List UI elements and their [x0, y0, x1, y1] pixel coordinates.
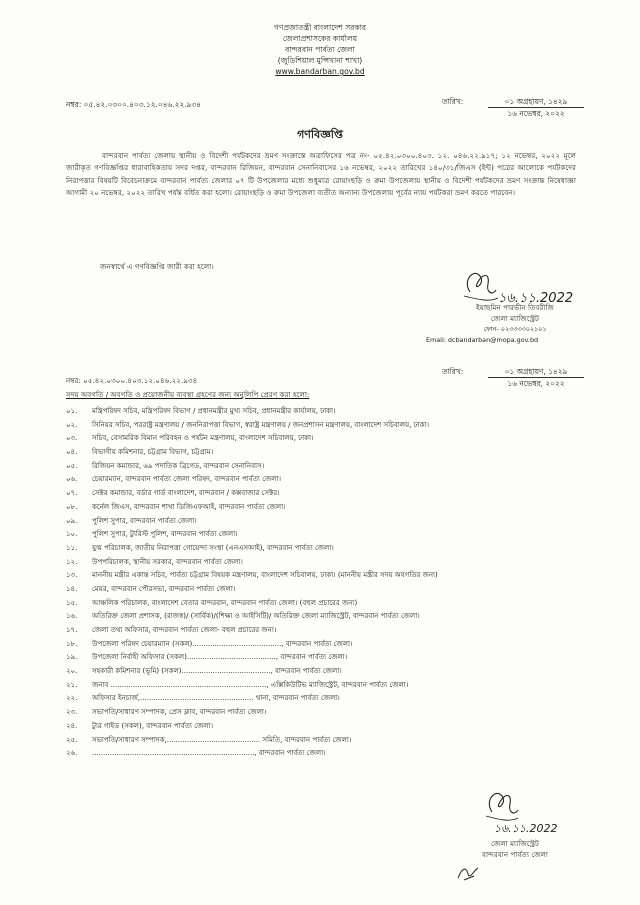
recipient-text: মেয়র, বান্দরবান পৌরসভা, বান্দরবান পার্বত্য জেলা। [92, 584, 236, 593]
recipient-number: ২৫. [66, 735, 78, 744]
memo-date [442, 96, 584, 119]
date-english: ১৬ নভেম্বর, ২০২২ [507, 109, 565, 118]
signature-date-2: ১৬.১১.2022 [494, 822, 558, 835]
recipient-number: ০৯. [66, 516, 78, 525]
recipient-text: জেলা তথ্য অফিসার, বান্দরবান পার্বত্য জেলা- বহুল প্রচারের জন্য। [92, 626, 277, 634]
recipient-number: ০২. [66, 420, 78, 429]
recipient-item [66, 473, 606, 487]
recipient-item [66, 556, 606, 570]
notice-paragraph: বান্দরবান পার্বত্য জেলায় স্থানীয় ও বিদেশী পর্যটকদের ভ্রমণ সংক্রান্তে অত্রাফিসের পত্র নং- ০৫.৪২.০৩০০.৪০৩. ১২. ০৪৬.২২.৯১৭; ১২ নভেম্বর, ২০২২ মূলে জারীকৃত গণবিজ্ঞপ্তির ধারাবাহিকতায় সদর দপ্তর, বান্দরবান রিজিয়ন, বান্দরবান সেনানিবাসের ১৬ নভেম্বর, ২০২২ তারিখের ১৪০/৩১/জিএস (ইন্ট) পত্রের আলোকে পর্যটকদের নিরাপত্তার বিষয়টি বিবেচনাক্রমে বান্দরবান পার্বত্য জেলার ০৭ টি উপজেলার মধ্যে শুধুমাত্র রোয়াংছড়ি ও রুমা উপজেলায় স্থানীয় ও বিদেশী পর্যটকদের ভ্রমণ সংক্রান্ত নিষেধাজ্ঞা আগামী ২০ নভেম্বর, ২০২২ তারিখ পর্যন্ত বর্ধিত করা হলো। রোয়াংছড়ি ও রুমা উপজেলা ব্যতীত অন্যান্য উপজেলায় পূর্বের ন্যায় পর্যটকরা ভ্রমণ করতে পারবেন। [66, 151, 576, 198]
copy-intro-text: সদয় অবগতি / অবগতি ও প্রয়োজনীয় ব্যবস্থা গ্রহণের জন্য অনুলিপি প্রেরণ করা হলো: [66, 390, 310, 399]
recipient-item [66, 610, 606, 624]
recipient-item [66, 597, 606, 611]
recipient-item [66, 706, 606, 720]
recipient-text: সিনিয়র সচিব, পররাষ্ট্র মন্ত্রণালয় / জননিরাপত্তা বিভাগ, স্বরাষ্ট্র মন্ত্রণালয় / জনপ্রশাসন মন্ত্রণালয়, বাংলাদেশ সচিবালয়, ঢাকা। [92, 420, 430, 429]
recipient-text: মন্ত্রিপরিষদ সচিব, মন্ত্রিপরিষদ বিভাগ / প্রধানমন্ত্রীর মুখ্য সচিব, প্রধানমন্ত্রীর কার্যালয়, ঢাকা। [92, 407, 336, 415]
recipient-text: সেক্টর কমান্ডার, বর্ডার গার্ড বাংলাদেশ, বান্দরবান / কক্সবাজার সেক্টর। [92, 489, 280, 498]
recipient-item [66, 515, 606, 529]
recipient-item [66, 638, 606, 652]
recipient-number: ১৩. [66, 571, 78, 580]
recipient-list [66, 405, 606, 761]
recipient-number: ০৪. [66, 448, 78, 457]
letterhead [0, 22, 640, 77]
recipient-text: সভাপতি/সাধারণ সম্পাদক,.......................................... সমিতি, বান্দরবান পার্বত্য জেলা। [92, 735, 352, 744]
recipient-item [66, 501, 606, 515]
notice-body [66, 150, 576, 200]
signatory-block-2 [440, 838, 590, 860]
recipient-number: ২৩. [66, 708, 78, 717]
handwritten-signature-2 [470, 780, 610, 836]
recipient-number: ২০. [66, 667, 78, 676]
recipient-text: আঞ্চলিক পরিচালক, বাংলাদেশ বেতার বান্দরবান, বান্দরবান পার্বত্য জেলা। (বহুল প্রচারের জন্য) [92, 598, 358, 607]
signatory-phone: ফোন- ০২৩৩৩৩০২১০১ [483, 325, 547, 333]
copy-date-label: তারিখ: [442, 367, 464, 376]
recipient-text: রিজিয়ন কমান্ডার, ৬৯ পদাতিক ব্রিগেড, বান্দরবান সেনানিবাস। [92, 461, 265, 470]
copy-memo-date [442, 366, 584, 389]
recipient-item [66, 542, 606, 556]
recipient-number: ১৪. [66, 584, 78, 593]
recipient-text: পুলিশ সুপার, ট্যুরিস্ট পুলিশ, বান্দরবান পার্বত্য জেলা। [92, 530, 238, 539]
recipient-text: উপজেলা পরিষদ চেয়ারম্যান (সকল)........................................, বান্দরবান পার্বত্য জেলা। [92, 639, 353, 648]
notice-title: গণবিজ্ঞপ্তি [297, 128, 343, 141]
recipient-item [66, 651, 606, 665]
recipient-number: ১১. [66, 543, 78, 552]
recipient-number: ২৬. [66, 749, 78, 758]
recipient-item [66, 569, 606, 583]
website-link[interactable]: www.bandarban.gov.bd [275, 67, 365, 76]
date-bangla: ০১ অগ্রহায়ণ, ১৪২৯ [488, 96, 584, 108]
recipient-item [66, 720, 606, 734]
recipient-number: ০১. [66, 407, 78, 415]
office-name: জেলাপ্রশাসকের কার্যালয় [282, 34, 358, 43]
signatory-place-2: বান্দরবান পার্বত্য জেলা [482, 850, 548, 859]
copy-date-bangla: ০১ অগ্রহায়ণ, ১৪২৯ [488, 366, 584, 378]
copy-memo-number: নম্বর: ০৫.৪২.০৩০০.৪০৩.১২.০৪৬.২২.৯৩৪ [66, 376, 198, 385]
initial-mark [454, 862, 482, 884]
recipient-item [66, 734, 606, 748]
recipient-number: ০৩. [66, 434, 78, 443]
memo-number: নম্বর: ০৫.৪২.০৩০০.৪০৩.১২.০৪৬.২২.৯৩৪ [66, 100, 201, 109]
date-label: তারিখ: [442, 97, 464, 106]
recipient-number: ১৮. [66, 639, 78, 648]
recipient-number: ১৫. [66, 598, 78, 607]
government-name: গণপ্রজাতন্ত্রী বাংলাদেশ সরকার [273, 23, 367, 32]
recipient-item [66, 528, 606, 542]
recipient-item [66, 624, 606, 638]
recipient-item [66, 405, 606, 419]
recipient-number: ১৭. [66, 626, 78, 634]
recipient-text: সভাপতি/সাধারণ সম্পাদক, প্রেস ক্লাব, বান্দরবান পার্বত্য জেলা। [92, 708, 267, 717]
recipient-number: ১৯. [66, 653, 78, 662]
recipient-text: অফিসার ইনচার্জ,................................................... থানা, বান্দরবান পার্বত্য জেলা। [92, 694, 340, 703]
recipient-number: ১০. [66, 530, 78, 539]
recipient-text: মাননীয় মন্ত্রীর একান্ত সচিব, পার্বত্য চট্টগ্রাম বিষয়ক মন্ত্রণালয়, বাংলাদেশ সচিবালয়, ঢাকা। (মাননীয় মন্ত্রীর সদয় অবগতির জন্য) [92, 571, 438, 580]
recipient-text: ট্যুর গাইড (সকল), বান্দরবান পার্বত্য জেলা। [92, 721, 213, 730]
recipient-item [66, 460, 606, 474]
recipient-number: ০৬. [66, 475, 78, 484]
recipient-number: ১২. [66, 557, 78, 566]
copy-date-english: ১৬ নভেম্বর, ২০২২ [507, 379, 565, 388]
recipient-number: ০৫. [66, 461, 78, 470]
recipient-text: চেয়ারম্যান, বান্দরবান পার্বত্য জেলা পরিষদ, বান্দরবান পার্বত্য জেলা। [92, 475, 282, 484]
recipient-number: ২২. [66, 694, 78, 703]
recipient-text: সহকারী কমিশনার (ভূমি) (সকল)........................................, বান্দরবান পার্বত্য জেলা। [92, 667, 342, 676]
signatory-email: Email: dcbandarban@mopa.gov.bd [426, 336, 539, 344]
recipient-number: ২৪. [66, 721, 78, 730]
recipient-text: কর্নেল জিএস, বান্দরবান শাখা ডিজিএফআই, বান্দরবান পার্বত্য জেলা। [92, 502, 286, 511]
recipient-item [66, 446, 606, 460]
district-name: বান্দরবান পার্বত্য জেলা [285, 45, 355, 54]
recipient-item [66, 419, 606, 433]
recipient-item [66, 432, 606, 446]
recipient-text: বিভাগীয় কমিশনার, চট্টগ্রাম বিভাগ, চট্টগ্রাম। [92, 448, 214, 457]
recipient-number: ১৬. [66, 612, 78, 621]
recipient-item [66, 583, 606, 597]
recipient-number: ২১. [66, 680, 78, 689]
recipient-item [66, 679, 606, 693]
recipient-number: ০৮. [66, 502, 78, 511]
recipient-text: উপপরিচালক, স্থানীয় সরকার, বান্দরবান পার্বত্য জেলা। [92, 557, 243, 566]
signatory-name: ইয়াছমিন পারভীন তিবরীজি [476, 303, 554, 312]
recipient-item [66, 665, 606, 679]
signatory-designation-2: জেলা ম্যাজিস্ট্রেট [491, 839, 539, 848]
section-name: (জুডিশিয়াল মুন্সিখানা শাখা) [277, 56, 363, 65]
recipient-text: উপজেলা নির্বাহী অফিসার (সকল)........................................, বান্দরবান পার্বত্য জেলা। [92, 653, 348, 662]
recipient-item [66, 487, 606, 501]
copy-intro [66, 390, 309, 402]
signature-date: ১৬.১১.2022 [498, 291, 574, 306]
recipient-text: পুলিশ সুপার, বান্দরবান পার্বত্য জেলা। [92, 516, 197, 525]
signatory-block [426, 302, 600, 346]
recipient-text: সচিব, বেসামরিক বিমান পরিবহন ও পর্যটন মন্ত্রণালয়, বাংলাদেশ সচিবালয়, ঢাকা। [92, 434, 314, 443]
recipient-item [66, 747, 606, 761]
recipient-text: জনাব ......................................................................, এক্সিকিউটিভ ম্যাজিস্ট্রেট, বান্দরবান পার্বত্য জেলা। [92, 680, 409, 689]
recipient-text: যুগ্ম পরিচালক, জাতীয় নিরাপত্তা গোয়েন্দা সংস্থা (এনএসআই), বান্দরবান পার্বত্য জেলা। [92, 543, 334, 552]
signatory-designation: জেলা ম্যাজিস্ট্রেট [491, 314, 539, 323]
recipient-text: ........................................................................., বান্দরবান পার্বত্য জেলা। [92, 749, 326, 758]
recipient-text: অতিরিক্ত জেলা প্রশাসক, (রাজস্ব)/ (সার্বিক)/(শিক্ষা ও আইসিটি)/ অতিরিক্ত জেলা ম্যাজিস্ট্রেট, বান্দরবান পার্বত্য জেলা। [92, 612, 420, 621]
recipient-number: ০৭. [66, 489, 78, 498]
recipient-item [66, 692, 606, 706]
notice-closing: জনস্বার্থে এ গণবিজ্ঞপ্তি জারী করা হলো। [100, 262, 214, 271]
